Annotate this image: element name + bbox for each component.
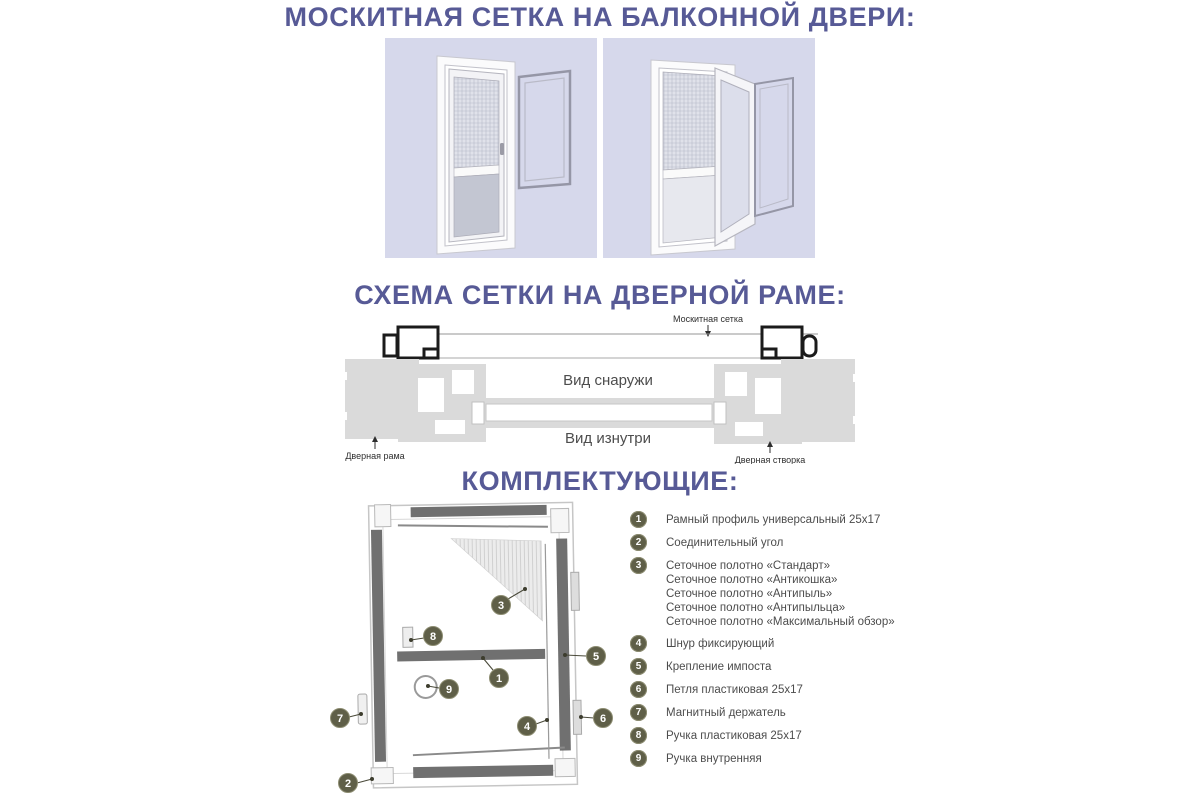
component-number-badge: 2 xyxy=(630,534,647,551)
callout-1 xyxy=(490,669,509,688)
door-open-drawing xyxy=(603,38,815,258)
callout-number: 4 xyxy=(523,721,531,733)
callout-2 xyxy=(339,774,358,793)
door-frame-profile xyxy=(340,359,486,442)
callout-number: 1 xyxy=(495,673,503,685)
door-illustration-open xyxy=(603,38,815,258)
callout-number: 3 xyxy=(497,600,505,612)
net-profile-right xyxy=(762,327,816,358)
component-number-badge: 9 xyxy=(630,750,647,767)
component-label: Ручка внутренняя xyxy=(666,753,762,765)
bottom-panel xyxy=(663,175,723,243)
callout-number: 2 xyxy=(344,778,352,790)
component-label: Сеточное полотно «Стандарт» xyxy=(666,560,830,572)
callout-number: 7 xyxy=(336,713,344,725)
component-label: Соединительный угол xyxy=(666,537,784,549)
component-label: Ручка пластиковая 25х17 xyxy=(666,730,802,742)
component-item xyxy=(630,681,930,698)
arrow-down-icon xyxy=(705,325,711,337)
label-mosquito-net: Москитная сетка xyxy=(672,314,744,324)
component-label: Сеточное полотно «Антипыль» xyxy=(666,588,833,600)
callout-7 xyxy=(331,709,350,728)
magnetic-holder xyxy=(358,694,368,724)
component-item xyxy=(630,534,930,551)
callout-8 xyxy=(424,627,443,646)
component-number-badge: 8 xyxy=(630,727,647,744)
component-item xyxy=(630,704,930,721)
label-view-inside: Вид изнутри xyxy=(565,430,651,447)
callout-number: 9 xyxy=(445,684,453,696)
component-item xyxy=(630,635,930,652)
plastic-handle xyxy=(403,627,413,647)
component-label: Сеточное полотно «Антикошка» xyxy=(666,574,838,586)
door-sash-profile xyxy=(714,359,860,444)
component-item xyxy=(630,658,930,675)
callout-6 xyxy=(594,709,613,728)
components-list xyxy=(630,511,930,773)
label-door-frame: Дверная рама xyxy=(345,451,405,461)
component-label: Сеточное полотно «Антипыльца» xyxy=(666,602,846,614)
callout-4 xyxy=(518,717,537,736)
net-profile-left xyxy=(384,327,438,358)
bottom-panel xyxy=(454,174,499,237)
mesh-panel xyxy=(663,72,723,170)
component-label: Сеточное полотно «Максимальный обзор» xyxy=(666,616,895,628)
component-number-badge: 6 xyxy=(630,681,647,698)
exploded-drawing xyxy=(325,490,635,800)
component-number-badge: 1 xyxy=(630,511,647,528)
callout-number: 6 xyxy=(599,713,607,725)
callout-9 xyxy=(440,680,459,699)
component-item xyxy=(630,557,930,629)
callout-number: 5 xyxy=(592,651,600,663)
sash-cross-section xyxy=(468,398,730,428)
door-illustration-closed xyxy=(385,38,597,258)
component-label: Петля пластиковая 25х17 xyxy=(666,684,803,696)
component-item xyxy=(630,727,930,744)
component-label: Рамный профиль универсальный 25х17 xyxy=(666,514,881,526)
component-item xyxy=(630,750,930,767)
schema-diagram xyxy=(340,312,860,464)
callout-number: 8 xyxy=(429,631,437,643)
schema-drawing xyxy=(340,312,860,464)
label-door-sash: Дверная створка xyxy=(734,455,806,464)
components-title: КОМПЛЕКТУЮЩИЕ: xyxy=(461,466,739,496)
callout-3 xyxy=(492,596,511,615)
plastic-hinge-top xyxy=(571,572,580,610)
callout-5 xyxy=(587,647,606,666)
schema-title: СХЕМА СЕТКИ НА ДВЕРНОЙ РАМЕ: xyxy=(354,280,846,310)
label-view-outside: Вид снаружи xyxy=(563,372,653,389)
component-label: Магнитный держатель xyxy=(666,707,786,719)
component-item xyxy=(630,511,930,528)
main-title: МОСКИТНАЯ СЕТКА НА БАЛКОННОЙ ДВЕРИ: xyxy=(284,2,916,32)
exploded-diagram xyxy=(325,490,635,800)
door-handle xyxy=(500,143,504,155)
door-closed-drawing xyxy=(385,38,597,258)
component-number-badge: 4 xyxy=(630,635,647,652)
component-number-badge: 5 xyxy=(630,658,647,675)
component-number-badge: 3 xyxy=(630,557,647,574)
component-label: Шнур фиксирующий xyxy=(666,638,775,650)
component-label: Крепление импоста xyxy=(666,661,772,673)
component-number-badge: 7 xyxy=(630,704,647,721)
mesh-panel xyxy=(454,77,499,168)
